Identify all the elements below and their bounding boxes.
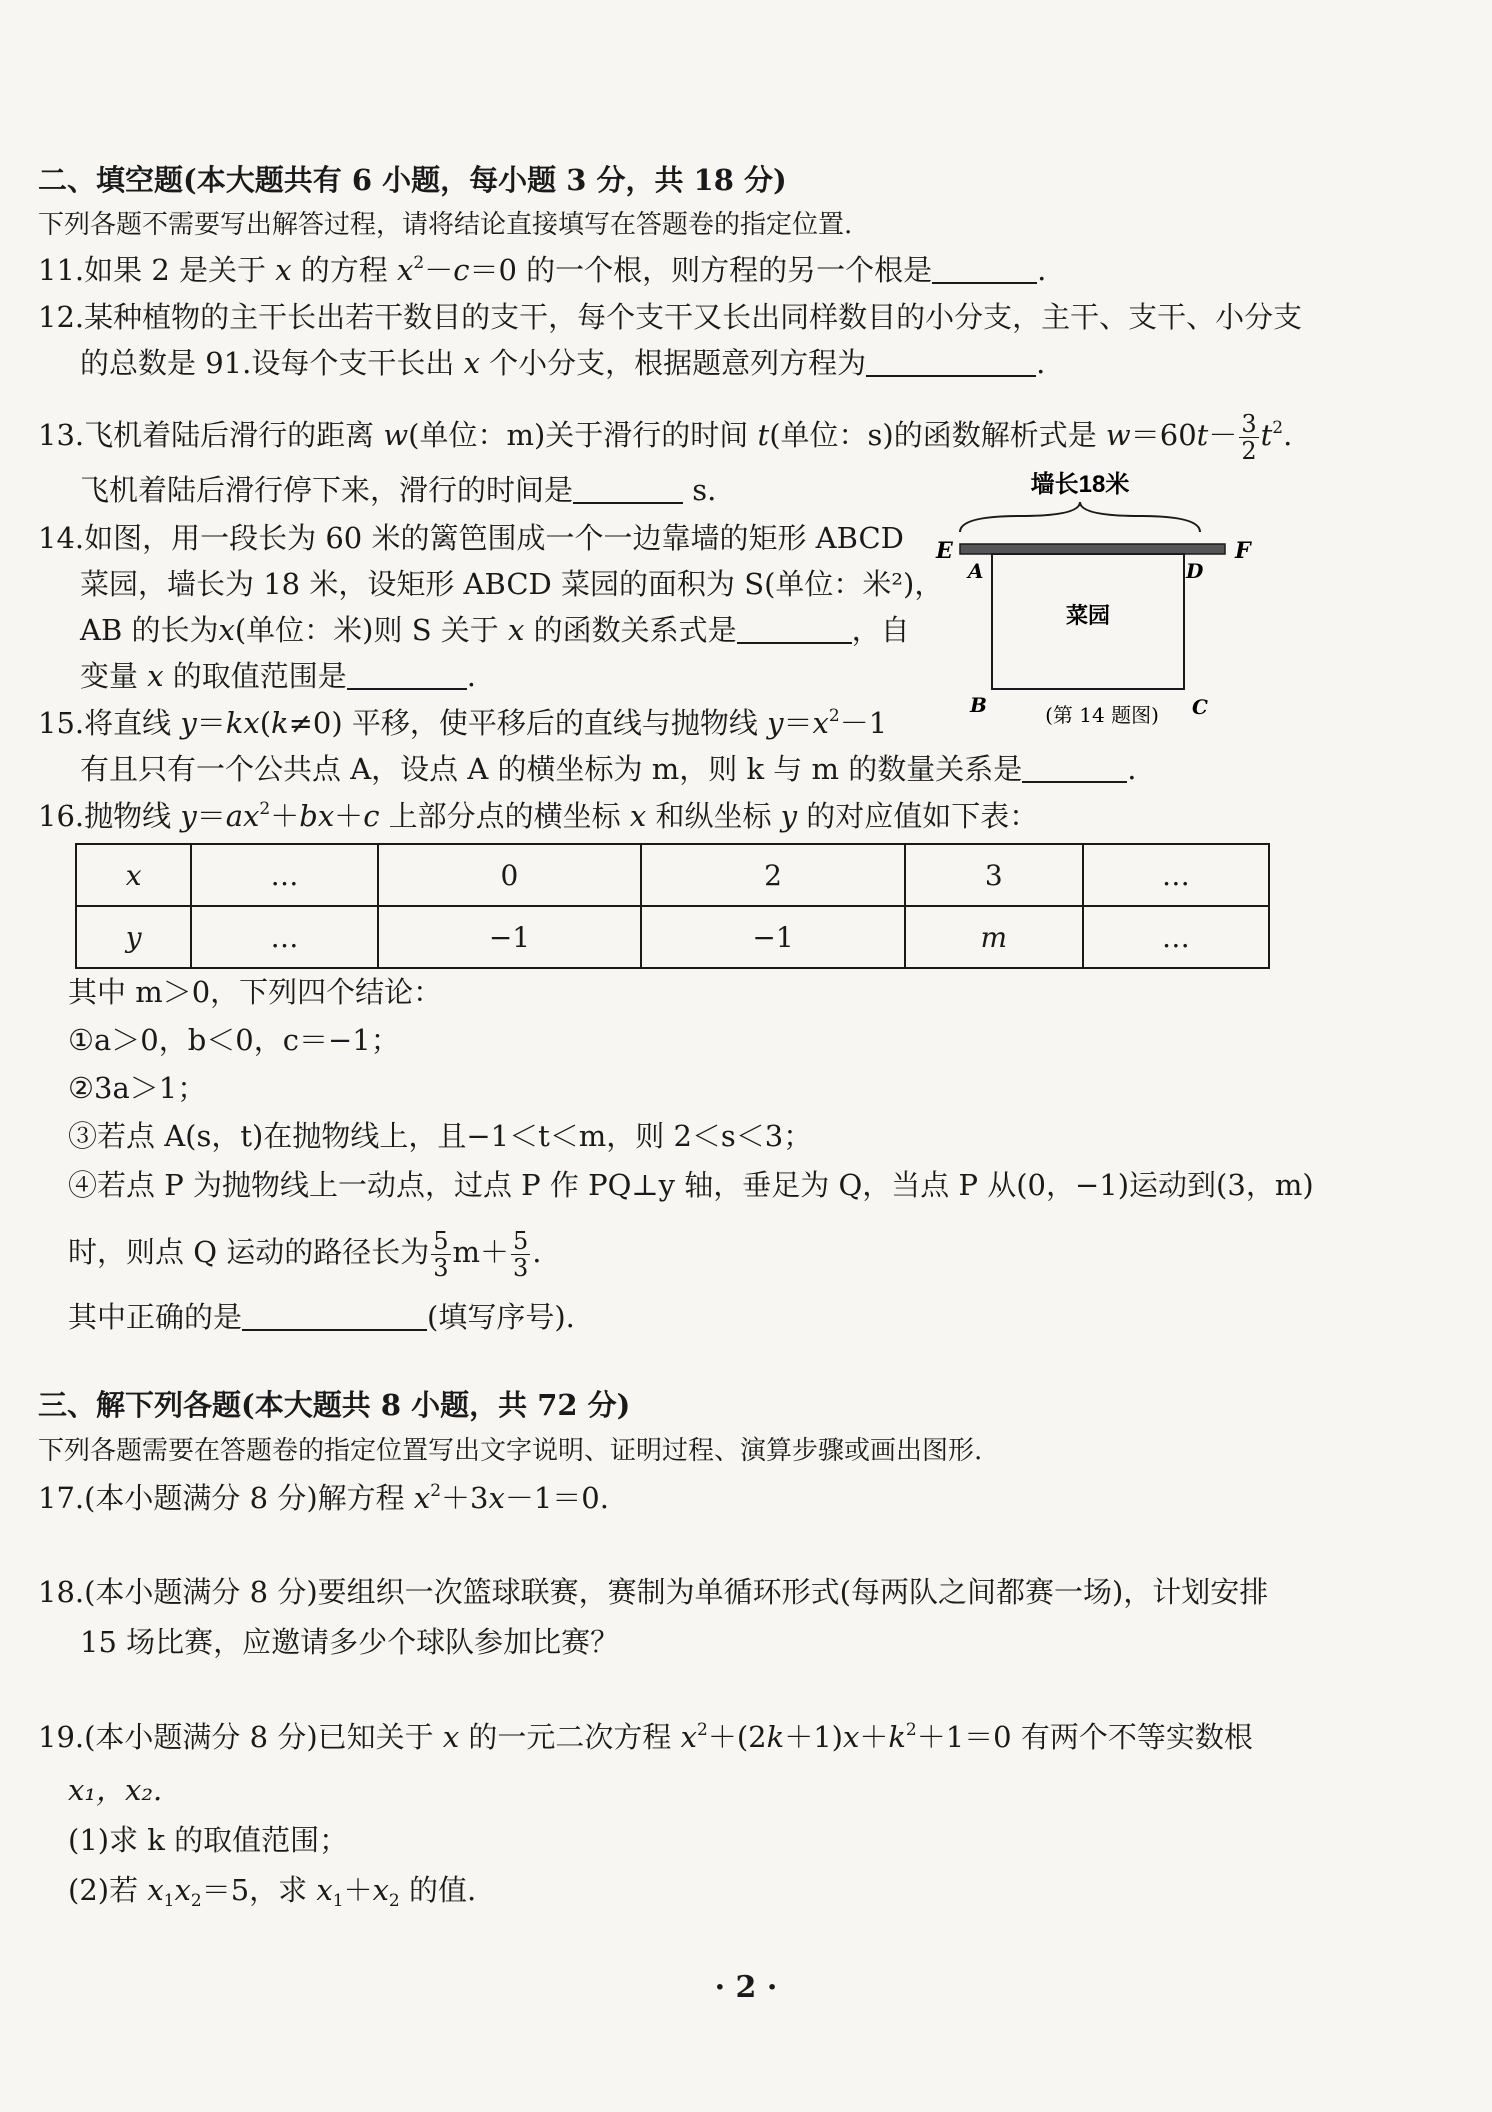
wall: [960, 544, 1225, 554]
answer-blank[interactable]: [1022, 753, 1127, 783]
table-cell: y: [76, 906, 191, 968]
question-15-line-1: 15.将直线 y＝kx(k≠0) 平移，使平移后的直线与抛物线 $y=x^2-1$: [38, 706, 888, 740]
question-14-line-1: 14.如图，用一段长为 60 米的篱笆围成一个一边靠墙的矩形 ABCD: [38, 521, 904, 555]
question-16-line-1: 16.抛物线 $y=ax^2+bx+c$ 上部分点的横坐标 x 和纵坐标 y 的对应值如下表：: [38, 799, 1039, 833]
value-table: [75, 843, 1270, 969]
figure-caption: (第 14 题图): [1045, 703, 1159, 727]
fraction: $\frac{5}{3}$: [513, 1226, 529, 1282]
conclusion-3: ③若点 A(s，t)在抛物线上，且−1＜t＜m，则 2＜s＜3；: [68, 1119, 813, 1153]
table-cell: m: [905, 906, 1083, 968]
section-2-heading: 二、填空题(本大题共有 6 小题，每小题 3 分，共 18 分): [38, 163, 787, 197]
table-cell: 2: [641, 844, 905, 906]
page-number: · 2 ·: [714, 1970, 778, 2005]
conclusion-4-continued: 时，则点 Q 运动的路径长为 $\frac{5}{3}$ m＋ $\frac{5}{3}$ .: [68, 1226, 542, 1282]
answer-blank[interactable]: [242, 1301, 427, 1331]
question-16-answer: 其中正确的是 (填写序号).: [68, 1300, 575, 1334]
answer-blank[interactable]: [866, 347, 1036, 377]
answer-blank[interactable]: [573, 474, 683, 504]
wall-brace: [960, 502, 1200, 532]
table-row-x: [76, 844, 1269, 906]
fraction: $\frac{3}{2}$: [1241, 409, 1257, 465]
question-15-line-2: 有且只有一个公共点 A，设点 A 的横坐标为 m，则 k 与 m 的数量关系是 .: [80, 752, 1137, 786]
question-13-line-1: 13.飞机着陆后滑行的距离 w(单位：m)关于滑行的时间 t(单位：s)的函数解析式是 w＝60t－ $\frac{3}{2}$ $t^2$.: [38, 409, 1293, 465]
question-19-part-2: (2)若 $x_1x_2=5$，求 $x_1+x_2$ 的值.: [68, 1873, 477, 1911]
table-cell: x: [76, 844, 191, 906]
question-16-condition: 其中 m＞0，下列四个结论：: [68, 975, 443, 1009]
table-cell: …: [1083, 844, 1269, 906]
question-12-line-1: 12.某种植物的主干长出若干数目的支干，每个支干又长出同样数目的小分支，主干、支干、小分支: [38, 300, 1303, 334]
question-14-line-2: 菜园，墙长为 18 米，设矩形 ABCD 菜园的面积为 S(单位：米²)，: [80, 567, 944, 601]
question-14-line-4: 变量 x 的取值范围是 .: [80, 659, 477, 693]
point-F: F: [1235, 538, 1251, 564]
point-D: D: [1186, 559, 1204, 583]
question-11: 11.如果 2 是关于 x 的方程 $x^2-c=0$ 的一个根，则方程的另一个根是 .: [38, 253, 1047, 287]
conclusion-4: ④若点 P 为抛物线上一动点，过点 P 作 PQ⊥y 轴，垂足为 Q，当点 P 从(0，−1)运动到(3，m): [68, 1168, 1314, 1202]
table-cell: …: [191, 844, 377, 906]
question-19-part-1: (1)求 k 的取值范围；: [68, 1823, 349, 1857]
question-12-line-2: 的总数是 91.设每个支干长出 x 个小分支，根据题意列方程为 .: [80, 346, 1046, 380]
point-B: B: [970, 693, 987, 717]
answer-blank[interactable]: [737, 614, 852, 644]
conclusion-1: ①a＞0，b＜0，c＝−1；: [68, 1023, 400, 1057]
section-2-instruction: 下列各题不需要写出解答过程，请将结论直接填写在答题卷的指定位置.: [38, 210, 853, 240]
question-19-line-1: 19.(本小题满分 8 分)已知关于 x 的一元二次方程 $x^2+(2k+1)x+k^2+1=0$ 有两个不等实数根: [38, 1720, 1253, 1754]
point-C: C: [1192, 695, 1208, 719]
fraction: $\frac{5}{3}$: [433, 1226, 449, 1282]
answer-blank[interactable]: [932, 254, 1037, 284]
figure-14-garden-diagram: [930, 470, 1260, 740]
question-13-line-2: 飞机着陆后滑行停下来，滑行的时间是 s.: [80, 473, 717, 507]
point-E: E: [936, 538, 953, 564]
table-cell: −1: [378, 906, 642, 968]
table-cell: −1: [641, 906, 905, 968]
point-A: A: [968, 559, 984, 583]
garden-label: 菜园: [1065, 603, 1111, 629]
table-cell: 0: [378, 844, 642, 906]
question-19-line-2: x₁，x₂.: [68, 1773, 163, 1807]
section-3-heading: 三、解下列各题(本大题共 8 小题，共 72 分): [38, 1388, 631, 1422]
table-row-y: [76, 906, 1269, 968]
question-18-line-1: 18.(本小题满分 8 分)要组织一次篮球联赛，赛制为单循环形式(每两队之间都赛一场)，计划安排: [38, 1575, 1269, 1609]
table-cell: …: [191, 906, 377, 968]
table-cell: …: [1083, 906, 1269, 968]
question-18-line-2: 15 场比赛，应邀请多少个球队参加比赛？: [80, 1625, 620, 1659]
answer-blank[interactable]: [347, 660, 467, 690]
wall-length-label: 墙长18米: [1030, 471, 1130, 498]
question-17: 17.(本小题满分 8 分)解方程 $x^2+3x-1=0$.: [38, 1481, 609, 1515]
question-14-line-3: AB 的长为x(单位：米)则 S 关于 x 的函数关系式是 ，自: [80, 613, 910, 647]
conclusion-2: ②3a＞1；: [68, 1071, 207, 1105]
section-3-instruction: 下列各题需要在答题卷的指定位置写出文字说明、证明过程、演算步骤或画出图形.: [38, 1436, 983, 1466]
table-cell: 3: [905, 844, 1083, 906]
